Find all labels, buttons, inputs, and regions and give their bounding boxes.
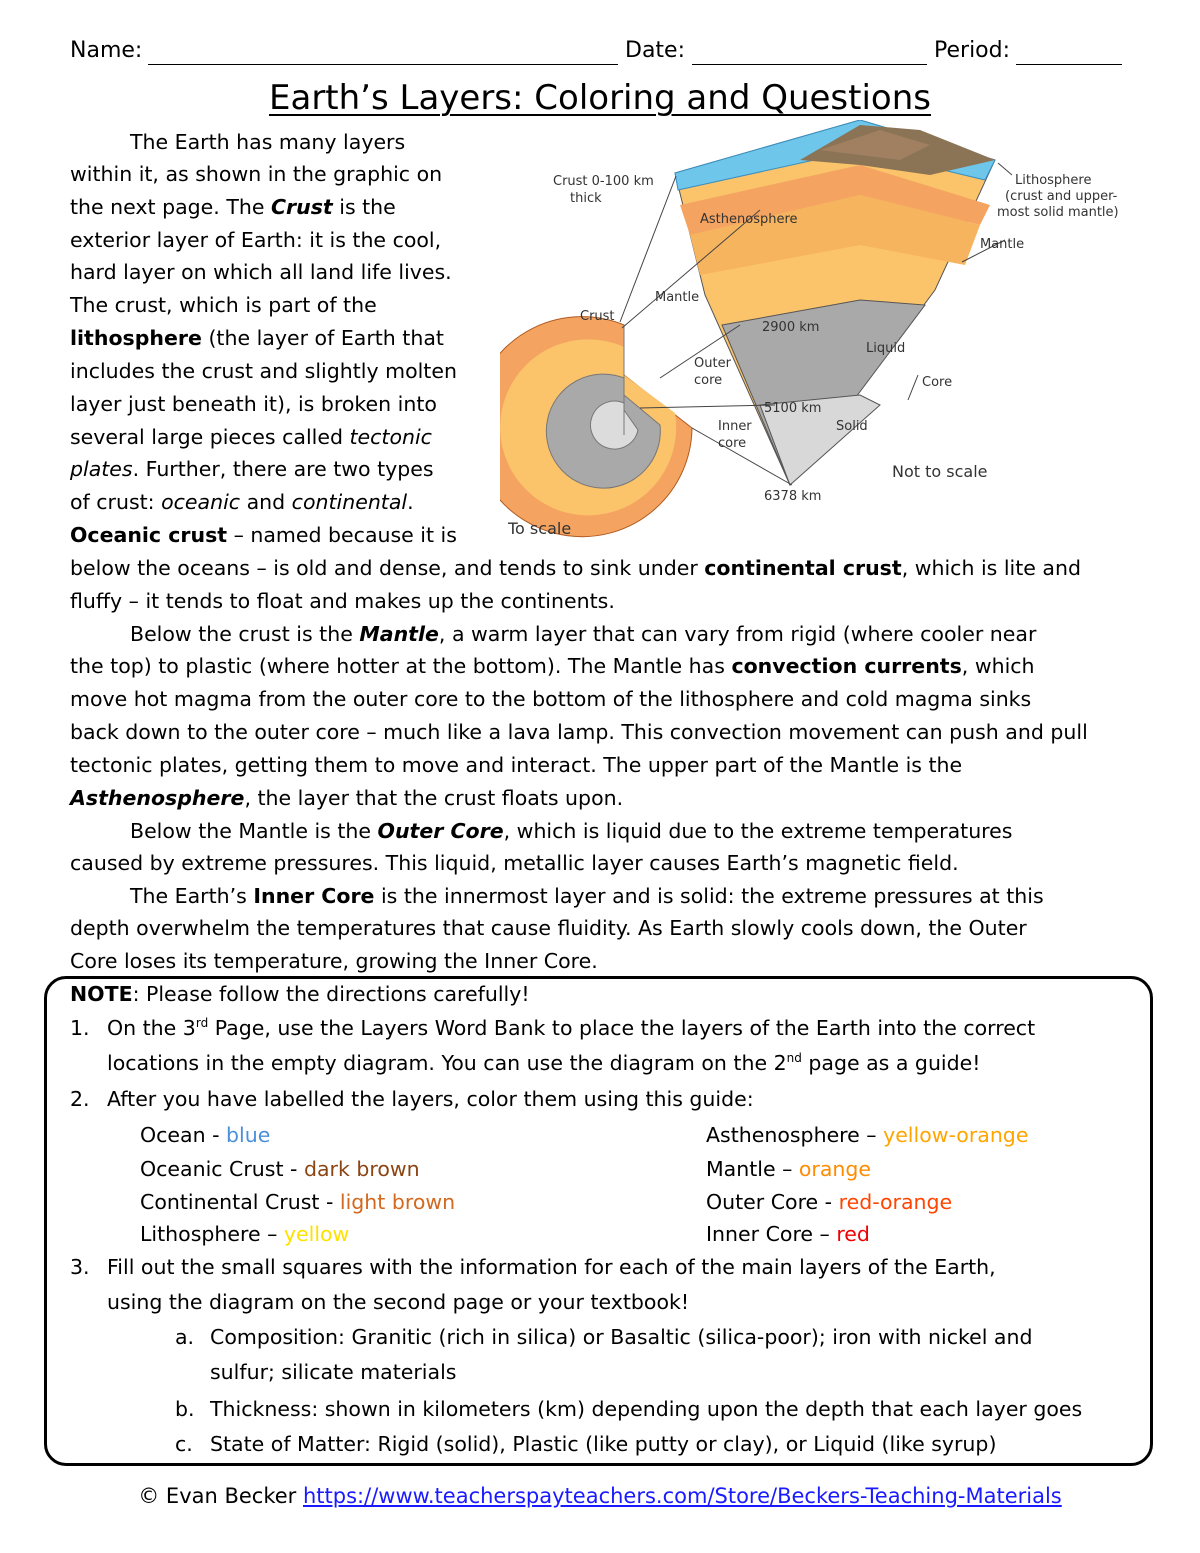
intro-line: several large pieces called tectonic (70, 425, 432, 449)
copyright-author: © Evan Becker (138, 1484, 303, 1508)
item-number: 3. (70, 1255, 90, 1279)
mantle-line: the top) to plastic (where hotter at the bottom). The Mantle has convection currents, which (70, 654, 1035, 678)
depth-6378-label: 6378 km (764, 489, 822, 504)
mantle-line: tectonic plates, getting them to move and interact. The upper part of the Mantle is the (70, 753, 963, 777)
intro-line: The crust, which is part of the (70, 293, 377, 317)
mantle-center-label: Mantle (655, 290, 700, 305)
color-guide-item: Mantle – orange (706, 1157, 872, 1181)
intro-line: exterior layer of Earth: it is the cool, (70, 228, 442, 252)
date-line[interactable] (692, 64, 927, 65)
note-heading: NOTE: Please follow the directions carefully! (70, 982, 530, 1006)
instruction-1-line: locations in the empty diagram. You can use the diagram on the 2nd page as a guide! (107, 1051, 981, 1075)
mantle-line: Below the crust is the Mantle, a warm layer that can vary from rigid (where cooler near (130, 622, 1037, 646)
instruction-3-line: using the diagram on the second page or your textbook! (107, 1290, 690, 1314)
color-guide-item: Asthenosphere – yellow-orange (706, 1123, 1029, 1147)
intro-line: plates. Further, there are two types (70, 457, 434, 481)
color-guide-item: Oceanic Crust - dark brown (140, 1157, 420, 1181)
earth-layers-diagram (500, 120, 1150, 550)
item-number: 1. (70, 1016, 90, 1040)
intro-line: lithosphere (the layer of Earth that (70, 326, 444, 350)
not-to-scale-label: Not to scale (892, 462, 988, 481)
state-of-matter-line: State of Matter: Rigid (solid), Plastic (like putty or clay), or Liquid (like syrup) (210, 1432, 997, 1456)
outer-core-line: Below the Mantle is the Outer Core, which is liquid due to the extreme temperatures (130, 819, 1013, 843)
inner-core-line: depth overwhelm the temperatures that cause fluidity. As Earth slowly cools down, the Outer (70, 916, 1027, 940)
mantle-line: back down to the outer core – much like a lava lamp. This convection movement can push and pull (70, 720, 1088, 744)
liquid-label: Liquid (866, 341, 906, 356)
mantle-line: Asthenosphere, the layer that the crust floats upon. (70, 786, 624, 810)
core-label: Core (922, 375, 953, 390)
page-title: Earth’s Layers: Coloring and Questions (269, 78, 931, 118)
intro-line: includes the crust and slightly molten (70, 359, 457, 383)
inner-core-line: Core loses its temperature, growing the Inner Core. (70, 949, 598, 973)
composition-line: sulfur; silicate materials (210, 1360, 457, 1384)
outer-core-line: caused by extreme pressures. This liquid, metallic layer causes Earth’s magnetic field. (70, 851, 959, 875)
sub-item-letter: b. (175, 1397, 195, 1421)
directions-box (44, 976, 1153, 1466)
intro-line: fluffy – it tends to float and makes up the continents. (70, 589, 615, 613)
thickness-line: Thickness: shown in kilometers (km) depending upon the depth that each layer goes (210, 1397, 1083, 1421)
instruction-3-line: Fill out the small squares with the information for each of the main layers of the Earth, (107, 1255, 996, 1279)
asthenosphere-label: Asthenosphere (700, 212, 798, 227)
color-guide-item: Ocean - blue (140, 1123, 271, 1147)
lithosphere-label-3: most solid mantle) (997, 205, 1119, 220)
to-scale-label: To scale (508, 519, 572, 538)
sub-item-letter: c. (175, 1432, 193, 1456)
instruction-2: After you have labelled the layers, color them using this guide: (107, 1087, 754, 1111)
intro-line: the next page. The Crust is the (70, 195, 396, 219)
crust-thickness-label: Crust 0-100 km (553, 174, 654, 189)
color-guide-item: Outer Core - red-orange (706, 1190, 953, 1214)
intro-line: of crust: oceanic and continental. (70, 490, 414, 514)
sub-item-letter: a. (175, 1325, 195, 1349)
name-label: Name: (70, 38, 143, 63)
mantle-right-label: Mantle (980, 237, 1025, 252)
depth-5100-label: 5100 km (764, 401, 822, 416)
intro-line: within it, as shown in the graphic on (70, 162, 443, 186)
intro-line: hard layer on which all land life lives. (70, 260, 452, 284)
inner-core-label: Inner (718, 419, 752, 434)
mantle-line: move hot magma from the outer core to the bottom of the lithosphere and cold magma sinks (70, 687, 1032, 711)
intro-line: Oceanic crust – named because it is (70, 523, 457, 547)
color-guide-item: Lithosphere – yellow (140, 1222, 350, 1246)
store-link[interactable]: https://www.teacherspayteachers.com/Store/Beckers-Teaching-Materials (303, 1484, 1062, 1508)
lithosphere-label-2: (crust and upper- (1005, 189, 1118, 204)
intro-line: layer just beneath it), is broken into (70, 392, 437, 416)
solid-label: Solid (836, 419, 868, 434)
color-guide-item: Continental Crust - light brown (140, 1190, 456, 1214)
color-guide-item: Inner Core – red (706, 1222, 870, 1246)
intro-line: below the oceans – is old and dense, and tends to sink under continental crust, which is lite and (70, 556, 1081, 580)
lithosphere-label: Lithosphere (1015, 173, 1092, 188)
inner-core-line: The Earth’s Inner Core is the innermost layer and is solid: the extreme pressures at this (130, 884, 1044, 908)
period-line[interactable] (1016, 64, 1122, 65)
intro-line: The Earth has many layers (130, 130, 406, 154)
item-number: 2. (70, 1087, 90, 1111)
depth-2900-label: 2900 km (762, 320, 820, 335)
outer-core-label: Outer (694, 356, 731, 371)
composition-line: Composition: Granitic (rich in silica) or Basaltic (silica-poor); iron with nickel and (210, 1325, 1033, 1349)
footer (0, 1484, 1200, 1508)
outer-core-label-2: core (694, 373, 723, 388)
instruction-1-line: On the 3rd Page, use the Layers Word Bank to place the layers of the Earth into the correct (107, 1016, 1036, 1040)
period-label: Period: (934, 38, 1011, 63)
name-line[interactable] (148, 64, 618, 65)
crust-thickness-label-2: thick (570, 191, 602, 206)
inner-core-label-2: core (718, 436, 747, 451)
date-label: Date: (625, 38, 685, 63)
crust-label: Crust (580, 309, 615, 324)
